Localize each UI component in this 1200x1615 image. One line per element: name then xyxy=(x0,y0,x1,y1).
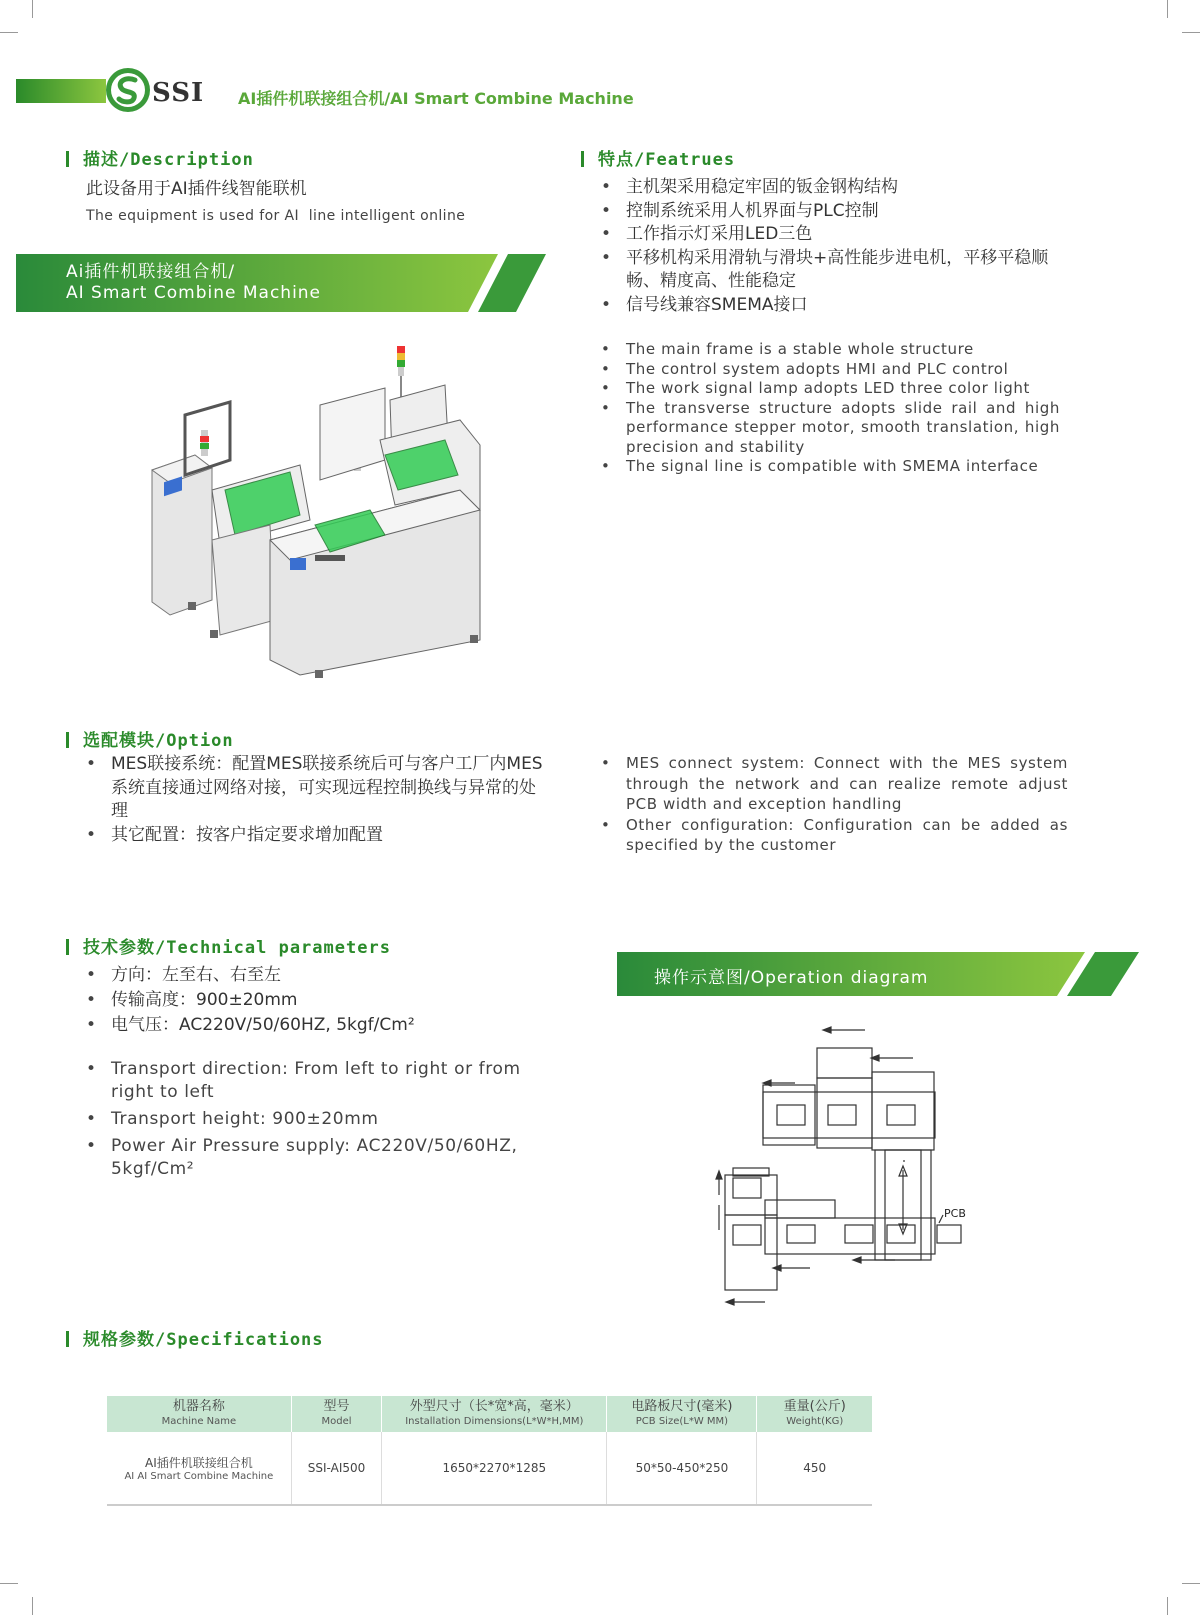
table-cell-dims: 1650*2270*1285 xyxy=(382,1432,607,1505)
table-header-cell: 外型尺寸（长*宽*高，毫米） Installation Dimensions(L*W*H,MM) xyxy=(382,1396,607,1432)
banner-line-1: Ai插件机联接组合机/ xyxy=(66,262,236,282)
description-title: 描述/Description xyxy=(66,145,254,170)
list-item: • Transport direction: From left to right or from right to left xyxy=(83,1058,547,1104)
table-cell-model: SSI-AI500 xyxy=(291,1432,382,1505)
table-cell-weight: 450 xyxy=(803,1461,827,1475)
list-item: • 主机架采用稳定牢固的钣金钢构结构 xyxy=(598,176,1068,200)
pcb-label: PCB xyxy=(944,1207,966,1220)
list-item: • 电气压：AC220V/50/60HZ, 5kgf/Cm² xyxy=(83,1013,543,1038)
logo-text: SSI xyxy=(152,78,205,108)
crop-mark xyxy=(1182,32,1200,33)
list-item: • 平移机构采用滑轨与滑块+高性能步进电机，平移平稳顺畅、精度高、性能稳定 xyxy=(598,247,1068,294)
section-bar xyxy=(581,151,584,167)
section-bar xyxy=(66,939,69,955)
section-bar xyxy=(66,1331,69,1347)
table-cell-pcb: 50*50-450*250 xyxy=(607,1432,757,1505)
table-header-row xyxy=(107,1396,872,1432)
specifications-title: 规格参数/Specifications xyxy=(66,1325,324,1350)
machine-banner-text xyxy=(66,262,321,304)
list-item: • Transport height: 900±20mm xyxy=(83,1108,547,1131)
list-item: • 信号线兼容SMEMA接口 xyxy=(598,294,1068,318)
list-item: • MES connect system: Connect with the MES system through the network and can realize remote adjust PCB width and exception handling xyxy=(598,753,1068,815)
specifications-table xyxy=(107,1396,872,1506)
header-green-bar xyxy=(16,79,106,103)
option-title: 选配模块/Option xyxy=(66,726,234,751)
features-en-list xyxy=(598,340,1060,477)
section-bar xyxy=(66,732,69,748)
description-en: The equipment is used for AI line intelligent online xyxy=(86,208,466,224)
description-zh: 此设备用于AI插件线智能联机 xyxy=(86,179,307,199)
table-header-cell: 重量(公斤) Weight(KG) xyxy=(757,1396,872,1432)
section-bar xyxy=(66,151,69,167)
crop-mark xyxy=(0,1583,18,1584)
list-item: • 其它配置：按客户指定要求增加配置 xyxy=(83,824,543,848)
crop-mark xyxy=(32,1597,33,1615)
technical-en-list xyxy=(83,1058,547,1181)
list-item: • 传输高度：900±20mm xyxy=(83,988,543,1013)
crop-mark xyxy=(1167,0,1168,18)
table-header-cell: 机器名称 Machine Name xyxy=(107,1396,291,1432)
list-item: • Power Air Pressure supply: AC220V/50/60HZ, 5kgf/Cm² xyxy=(83,1135,547,1181)
list-item: • The work signal lamp adopts LED three color light xyxy=(598,379,1060,399)
technical-title: 技术参数/Technical parameters xyxy=(66,933,391,958)
ssi-logo-icon xyxy=(104,66,152,114)
table-header-cell: 型号 Model xyxy=(291,1396,382,1432)
list-item: • The transverse structure adopts slide rail and high performance stepper motor, smooth translation, high precision and stability xyxy=(598,399,1060,458)
list-item: • The main frame is a stable whole structure xyxy=(598,340,1060,360)
option-en-list xyxy=(598,753,1068,856)
list-item: • Other configuration: Configuration can be added as specified by the customer xyxy=(598,815,1068,856)
list-item: • 控制系统采用人机界面与PLC控制 xyxy=(598,200,1068,224)
header-title: AI插件机联接组合机/AI Smart Combine Machine xyxy=(238,89,634,108)
banner-line-2: AI Smart Combine Machine xyxy=(66,283,322,303)
crop-mark xyxy=(1167,1597,1168,1615)
table-cell-name: AI插件机联接组合机 AI AI Smart Combine Machine xyxy=(107,1432,291,1505)
crop-mark xyxy=(1182,1583,1200,1584)
table-header-cell: 电路板尺寸(毫米) PCB Size(L*W MM) xyxy=(607,1396,757,1432)
operation-diagram xyxy=(705,1020,995,1340)
features-zh-list xyxy=(598,176,1068,317)
option-zh-list xyxy=(83,753,543,847)
crop-mark xyxy=(0,32,18,33)
crop-mark xyxy=(32,0,33,18)
list-item: • 工作指示灯采用LED三色 xyxy=(598,223,1068,247)
list-item: • MES联接系统：配置MES联接系统后可与客户工厂内MES系统直接通过网络对接，可实现远程控制换线与异常的处理 xyxy=(83,753,543,824)
list-item: • 方向：左至右、右至左 xyxy=(83,963,543,988)
table-row xyxy=(107,1432,872,1505)
machine-illustration xyxy=(140,340,500,690)
list-item: • The control system adopts HMI and PLC control xyxy=(598,360,1060,380)
operation-banner-text: 操作示意图/Operation diagram xyxy=(654,968,929,988)
list-item: • The signal line is compatible with SMEMA interface xyxy=(598,457,1060,477)
technical-zh-list xyxy=(83,963,543,1038)
features-title: 特点/Featrues xyxy=(581,145,735,170)
